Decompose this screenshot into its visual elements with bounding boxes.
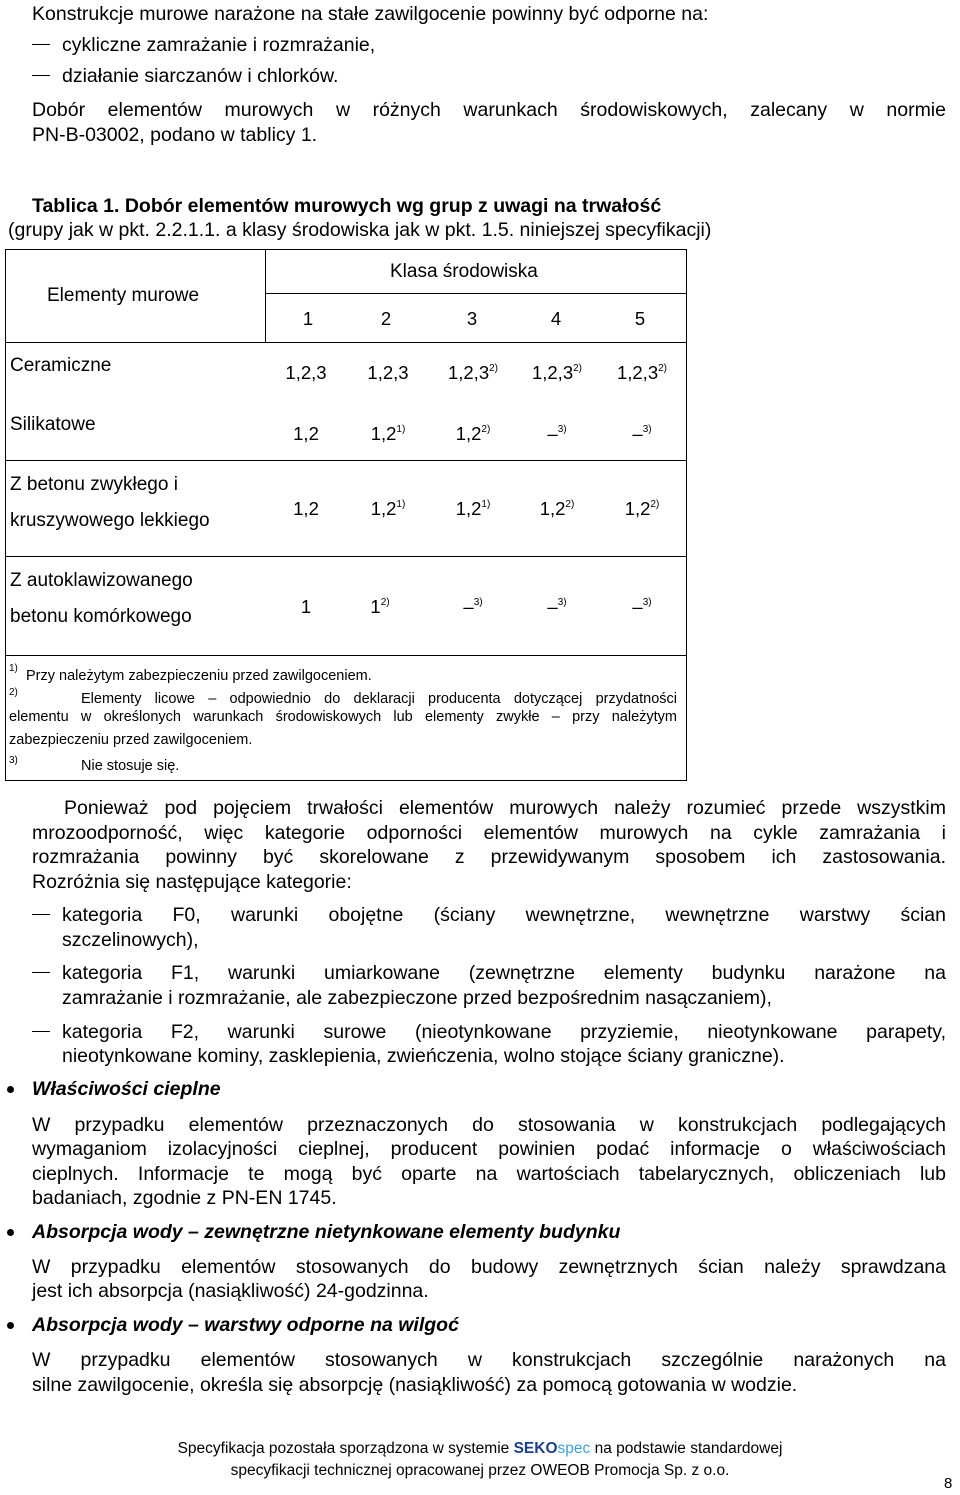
table-cell bbox=[348, 498, 428, 520]
table-cell bbox=[517, 362, 597, 384]
cell-text: – bbox=[463, 596, 474, 617]
row-label: Silikatowe bbox=[10, 414, 96, 435]
cell-text: – bbox=[547, 423, 558, 444]
cell-text: 1,2,3 bbox=[367, 362, 409, 383]
paragraph-line: W przypadku elementów stosowanych do budowy zewnętrznych ścian należy sprawdzana bbox=[32, 1256, 946, 1278]
table-cell bbox=[602, 362, 682, 384]
footer-line bbox=[0, 1440, 960, 1458]
intro-line: Konstrukcje murowe narażone na stałe zawilgocenie powinny być odporne na: bbox=[32, 3, 709, 25]
class-header: 1 bbox=[302, 308, 314, 329]
cell-text: 1,2,3 bbox=[616, 362, 659, 383]
cell-text: 2) bbox=[565, 499, 575, 510]
cell-text: 1,2 bbox=[370, 423, 397, 444]
bullet-marker bbox=[7, 1086, 14, 1093]
section-heading: Absorpcja wody – zewnętrzne nietynkowane elementy budynku bbox=[32, 1221, 621, 1243]
paragraph-line: badaniach, zgodnie z PN-EN 1745. bbox=[32, 1187, 337, 1209]
table-cell bbox=[517, 423, 597, 445]
section-heading: Właściwości cieplne bbox=[32, 1078, 221, 1100]
cell-text: 1,2 bbox=[293, 423, 319, 444]
paragraph-line: mrozoodporność, więc kategorie odporności elementów murowych na cykle zamrażania i bbox=[32, 822, 946, 844]
row-label: Z betonu zwykłego i bbox=[10, 474, 178, 495]
paragraph-line: Dobór elementów murowych w różnych warunkach środowiskowych, zalecany w normie bbox=[32, 99, 946, 121]
table-cell bbox=[517, 596, 597, 618]
cell-text: 1 bbox=[370, 596, 381, 617]
dash-marker bbox=[32, 1031, 50, 1032]
cell-text: 1,2 bbox=[293, 498, 319, 519]
row-label: Ceramiczne bbox=[10, 355, 112, 376]
footnote-text: Elementy licowe – odpowiednio do deklaracji producenta dotyczącej przydatności bbox=[81, 691, 677, 707]
cell-text: 3) bbox=[642, 597, 652, 608]
cell-text: 2) bbox=[489, 363, 499, 374]
list-item: cykliczne zamrażanie i rozmrażanie, bbox=[62, 34, 376, 56]
paragraph-line: rozmrażania powinny być skorelowane z przewidywanym sposobem ich zastosowania. bbox=[32, 846, 946, 868]
footnote-mark: 2) bbox=[9, 687, 18, 698]
cell-text: 2) bbox=[573, 363, 583, 374]
list-item: szczelinowych), bbox=[62, 929, 199, 951]
bullet-marker bbox=[7, 1229, 14, 1236]
paragraph-line: Ponieważ pod pojęciem trwałości elementów murowych należy rozumieć przede wszystkim bbox=[64, 797, 946, 819]
footnote-mark: 3) bbox=[9, 755, 18, 766]
cell-text: 1) bbox=[396, 424, 406, 435]
paragraph-line: silne zawilgocenie, określa się absorpcję (nasiąkliwość) za pomocą gotowania w wodzie. bbox=[32, 1374, 798, 1396]
cell-text: 1 bbox=[300, 596, 312, 617]
dash-marker bbox=[32, 75, 50, 76]
class-header: 5 bbox=[634, 308, 646, 329]
table-cell bbox=[266, 596, 346, 618]
cell-text: 1,2,3 bbox=[447, 362, 490, 383]
list-item: kategoria F0, warunki obojętne (ściany wewnętrzne, wewnętrzne warstwy ścian bbox=[62, 904, 946, 926]
column-header: Elementy murowe bbox=[47, 285, 200, 306]
table-caption-title: Tablica 1. Dobór elementów murowych wg grup z uwagi na trwałość bbox=[32, 195, 662, 217]
cell-text: 1,2 bbox=[539, 498, 566, 519]
paragraph-line: W przypadku elementów stosowanych w konstrukcjach szczególnie narażonych na bbox=[32, 1349, 946, 1371]
table-divider bbox=[5, 460, 686, 461]
table-cell bbox=[602, 423, 682, 445]
dash-marker bbox=[32, 914, 50, 915]
paragraph-line: Rozróżnia się następujące kategorie: bbox=[32, 871, 352, 893]
row-label: kruszywowego lekkiego bbox=[10, 510, 210, 531]
bullet-marker bbox=[7, 1322, 14, 1329]
footnote-text: Nie stosuje się. bbox=[81, 758, 180, 774]
class-header: 2 bbox=[380, 308, 392, 329]
cell-text: – bbox=[632, 423, 643, 444]
cell-text: 3) bbox=[473, 597, 483, 608]
paragraph-line: W przypadku elementów przeznaczonych do stosowania w konstrukcjach podlegających bbox=[32, 1114, 946, 1136]
cell-text: 1,2 bbox=[455, 423, 482, 444]
footnote-text: elementu w określonych warunkach środowiskowych lub elementy zwykłe – przy należytym bbox=[9, 709, 677, 725]
table-cell bbox=[348, 362, 428, 384]
table-cell bbox=[602, 498, 682, 520]
cell-text: Specyfikacja pozostała sporządzona w systemie bbox=[177, 1440, 514, 1457]
row-label: betonu komórkowego bbox=[10, 606, 192, 627]
cell-text: 1) bbox=[481, 499, 491, 510]
list-item: zamrażanie i rozmrażanie, ale zabezpieczone przed bezpośrednim nasączaniem), bbox=[62, 987, 772, 1009]
cell-text: 1,2 bbox=[624, 498, 651, 519]
footer-line: specyfikacji technicznej opracowanej przez OWEOB Promocja Sp. z o.o. bbox=[230, 1462, 730, 1479]
cell-text: 1,2,3 bbox=[531, 362, 574, 383]
cell-text: 2) bbox=[650, 499, 660, 510]
cell-text: 3) bbox=[557, 424, 567, 435]
table-cell bbox=[266, 498, 346, 520]
list-item: kategoria F1, warunki umiarkowane (zewnętrzne elementy budynku narażone na bbox=[62, 962, 946, 984]
table-divider bbox=[5, 342, 686, 343]
brand-logo-text: SEKO bbox=[513, 1440, 558, 1457]
table-cell bbox=[433, 423, 513, 445]
class-header: 3 bbox=[466, 308, 478, 329]
dash-marker bbox=[32, 972, 50, 973]
class-header: 4 bbox=[550, 308, 562, 329]
table-cell bbox=[348, 423, 428, 445]
footnote-text: zabezpieczeniu przed zawilgoceniem. bbox=[9, 732, 253, 748]
paragraph-line: cieplnych. Informacje te mogą być oparte na wartościach tabelarycznych, obliczeniach lub bbox=[32, 1163, 946, 1185]
paragraph-line: jest ich absorpcja (nasiąkliwość) 24-godzinna. bbox=[32, 1280, 429, 1302]
footnote-mark: 1) bbox=[9, 663, 18, 674]
cell-text: 1,2,3 bbox=[285, 362, 327, 383]
table-divider bbox=[265, 293, 686, 294]
cell-text: 2) bbox=[481, 424, 491, 435]
cell-text: 3) bbox=[557, 597, 567, 608]
table-caption-subtitle: (grupy jak w pkt. 2.2.1.1. a klasy środowiska jak w pkt. 1.5. niniejszej specyfikacji) bbox=[8, 219, 712, 241]
paragraph-line: PN-B-03002, podano w tablicy 1. bbox=[32, 124, 318, 146]
cell-text: – bbox=[547, 596, 558, 617]
dash-marker bbox=[32, 44, 50, 45]
table-divider bbox=[5, 556, 686, 557]
cell-text: 3) bbox=[642, 424, 652, 435]
list-item: działanie siarczanów i chlorków. bbox=[62, 65, 339, 87]
table-cell bbox=[517, 498, 597, 520]
section-heading: Absorpcja wody – warstwy odporne na wilgoć bbox=[32, 1314, 459, 1336]
brand-logo-text: spec bbox=[557, 1440, 591, 1457]
cell-text: 2) bbox=[658, 363, 668, 374]
cell-text: 1,2 bbox=[370, 498, 397, 519]
cell-text: – bbox=[632, 596, 643, 617]
table-cell bbox=[340, 596, 420, 618]
table-cell bbox=[266, 362, 346, 384]
table-cell bbox=[266, 423, 346, 445]
group-header: Klasa środowiska bbox=[390, 261, 538, 282]
table-cell bbox=[433, 596, 513, 618]
table-cell bbox=[602, 596, 682, 618]
table-divider bbox=[265, 249, 266, 342]
paragraph-line: wymaganiom izolacyjności cieplnej, producent powinien podać informacje o właściwościach bbox=[32, 1138, 946, 1160]
page-number: 8 bbox=[944, 1475, 953, 1492]
row-label: Z autoklawizowanego bbox=[10, 570, 193, 591]
list-item: kategoria F2, warunki surowe (nieotynkowane przyziemie, nieotynkowane parapety, bbox=[62, 1021, 946, 1043]
cell-text: na podstawie standardowej bbox=[590, 1440, 783, 1457]
table-cell bbox=[433, 362, 513, 384]
footnote-text: Przy należytym zabezpieczeniu przed zawilgoceniem. bbox=[26, 668, 372, 684]
cell-text: 1) bbox=[396, 499, 406, 510]
cell-text: 2) bbox=[380, 597, 390, 608]
cell-text: 1,2 bbox=[455, 498, 482, 519]
list-item: nieotynkowane kominy, zasklepienia, zwieńczenia, wolno stojące ściany graniczne). bbox=[62, 1045, 785, 1067]
table-cell bbox=[433, 498, 513, 520]
